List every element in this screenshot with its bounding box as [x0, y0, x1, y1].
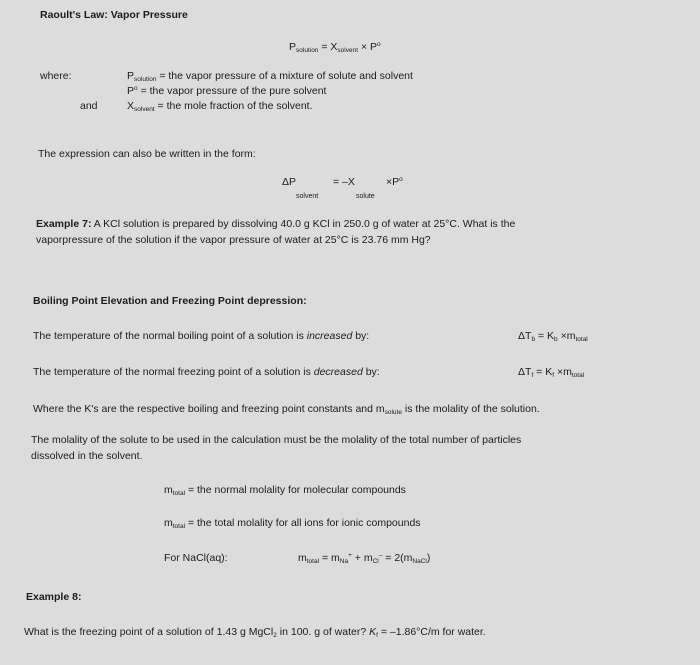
- k-constants-note: Where the K's are the respective boiling and freezing point constants and $m_{solute}$ is the molality of the solution.: [33, 403, 540, 416]
- where-label: where:: [40, 70, 72, 82]
- raoult-formula: $P_{solution} = X_{solvent} \times P^o$: [289, 41, 381, 54]
- bp-fp-heading: Boiling Point Elevation and Freezing Point depression:: [33, 295, 307, 307]
- alt-form-solvent-label: solvent: [296, 193, 319, 200]
- definition-psolution: $P_{solution}$ = the vapor pressure of a mixture of solute and solvent: [127, 70, 413, 83]
- example7-line2: vaporpressure of the solution if the vapor pressure of water at 25°C is 23.76 mm Hg?: [36, 234, 431, 246]
- boiling-point-equation: $\Delta T_b = K_b \times m_{total}$: [518, 330, 588, 343]
- and-label: and: [80, 100, 98, 112]
- molality-note-line1: The molality of the solute to be used in the calculation must be the molality of the total number of particles: [31, 434, 522, 446]
- freezing-point-equation: $\Delta T_f = K_f \times m_{total}$: [518, 366, 585, 379]
- mtotal-def-ionic: $m_{total}$ = the total molality for all ions for ionic compounds: [164, 517, 421, 530]
- alt-form-solute-label: solute: [356, 193, 375, 200]
- boiling-point-text: The temperature of the normal boiling point of a solution is increased by:: [33, 330, 370, 342]
- freezing-point-text: The temperature of the normal freezing point of a solution is decreased by:: [33, 366, 380, 378]
- alt-form-lhs: ΔP: [282, 176, 297, 188]
- definition-pzero: $P^o$ = the vapor pressure of the pure solvent: [127, 85, 327, 97]
- example8-question: What is the freezing point of a solution of 1.43 g MgCl$_2$ in 100. g of water? $K_f = -1.86^\circ C/m$ for water.: [24, 626, 486, 639]
- alt-form-rhs: $\times P^o$: [386, 176, 403, 188]
- definition-xsolvent: $X_{solvent}$ = the mole fraction of the solvent.: [127, 100, 313, 113]
- alt-form-mid: = –X: [333, 176, 355, 188]
- molality-note-line2: dissolved in the solvent.: [31, 450, 143, 462]
- example8-label: Example 8:: [26, 591, 82, 603]
- nacl-label: For NaCl(aq):: [164, 552, 228, 564]
- mtotal-def-molecular: $m_{total}$ = the normal molality for molecular compounds: [164, 484, 406, 497]
- example7-line1: Example 7: A KCl solution is prepared by dissolving 40.0 g KCl in 250.0 g of water at 25°C. What is the: [36, 218, 516, 230]
- page-title: Raoult's Law: Vapor Pressure: [40, 9, 188, 21]
- nacl-equation: $m_{total} = m_{Na}^+ + m_{Cl}^- = 2(m_{NaCl})$: [298, 552, 431, 565]
- alt-form-intro: The expression can also be written in the form:: [38, 148, 256, 160]
